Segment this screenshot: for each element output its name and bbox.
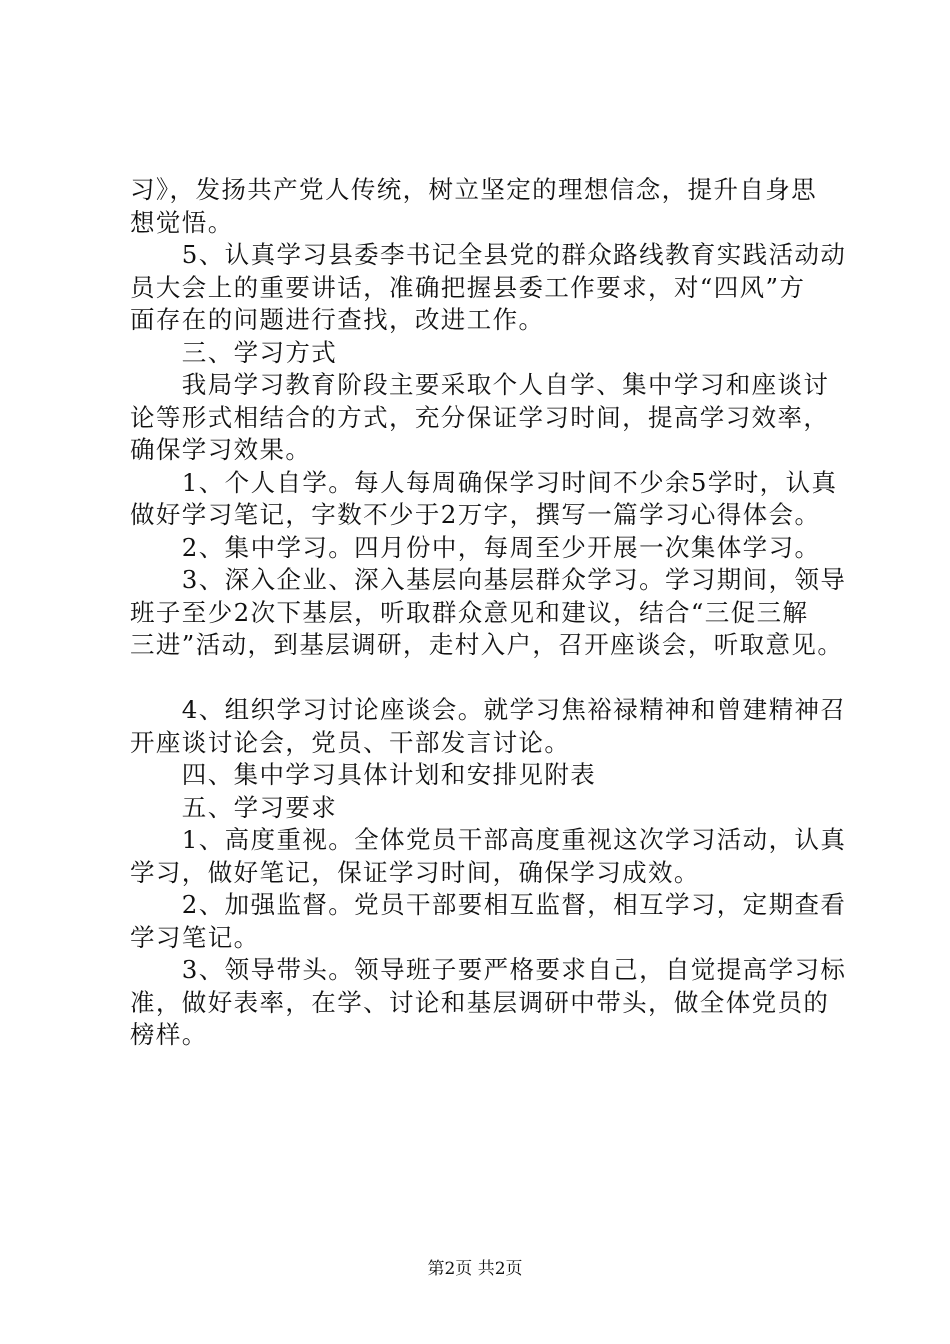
text-line: 榜样。: [130, 1020, 208, 1049]
text-line: 三、学习方式: [130, 337, 338, 367]
text-line: 员大会上的重要讲话，准确把握县委工作要求，对“四风”方: [130, 272, 806, 302]
text-line: 学习，做好笔记，保证学习时间，确保学习成效。: [130, 857, 700, 887]
text-line: 1、个人自学。每人每周确保学习时间不少余5学时，认真: [130, 467, 838, 497]
text-line: 开座谈讨论会，党员、干部发言讨论。: [130, 727, 571, 757]
text-line: 论等形式相结合的方式，充分保证学习时间，提高学习效率，: [130, 402, 830, 432]
text-line: 2、加强监督。党员干部要相互监督，相互学习，定期查看: [130, 890, 847, 919]
text-line: 做好学习笔记，字数不少于2万字，撰写一篇学习心得体会。: [130, 500, 821, 529]
text-line: 班子至少2次下基层，听取群众意见和建议，结合“三促三解: [130, 597, 809, 627]
body-paragraphs-before-gap: [130, 174, 847, 662]
page-footer: 第2页 共2页: [427, 1259, 523, 1279]
body-paragraphs-after-gap: [130, 694, 847, 1052]
text-line: 5、认真学习县委李书记全县党的群众路线教育实践活动动: [130, 240, 847, 269]
text-line: 习》，发扬共产党人传统，树立坚定的理想信念，提升自身思: [130, 175, 818, 204]
document-body: [130, 174, 847, 1052]
text-line: 学习笔记。: [130, 922, 260, 952]
text-line: 2、集中学习。四月份中，每周至少开展一次集体学习。: [130, 532, 821, 562]
text-line: 五、学习要求: [130, 792, 338, 822]
text-line: 三进”活动，到基层调研，走村入户，召开座谈会，听取意见。: [130, 630, 844, 659]
text-line: 面存在的问题进行查找，改进工作。: [130, 305, 545, 334]
text-line: 1、高度重视。全体党员干部高度重视这次学习活动，认真: [130, 825, 847, 854]
text-line: 四、集中学习具体计划和安排见附表: [130, 760, 597, 789]
text-line: 准，做好表率，在学、讨论和基层调研中带头，做全体党员的: [130, 987, 830, 1017]
text-line: 4、组织学习讨论座谈会。就学习焦裕禄精神和曾建精神召: [130, 695, 847, 724]
text-line: 我局学习教育阶段主要采取个人自学、集中学习和座谈讨: [130, 370, 830, 399]
text-line: 确保学习效果。: [130, 435, 312, 464]
text-line: 3、领导带头。领导班子要严格要求自己，自觉提高学习标: [130, 955, 847, 984]
text-line: 想觉悟。: [130, 207, 234, 237]
paragraph-gap: [130, 662, 830, 695]
text-line: 3、深入企业、深入基层向基层群众学习。学习期间，领导: [130, 565, 847, 594]
